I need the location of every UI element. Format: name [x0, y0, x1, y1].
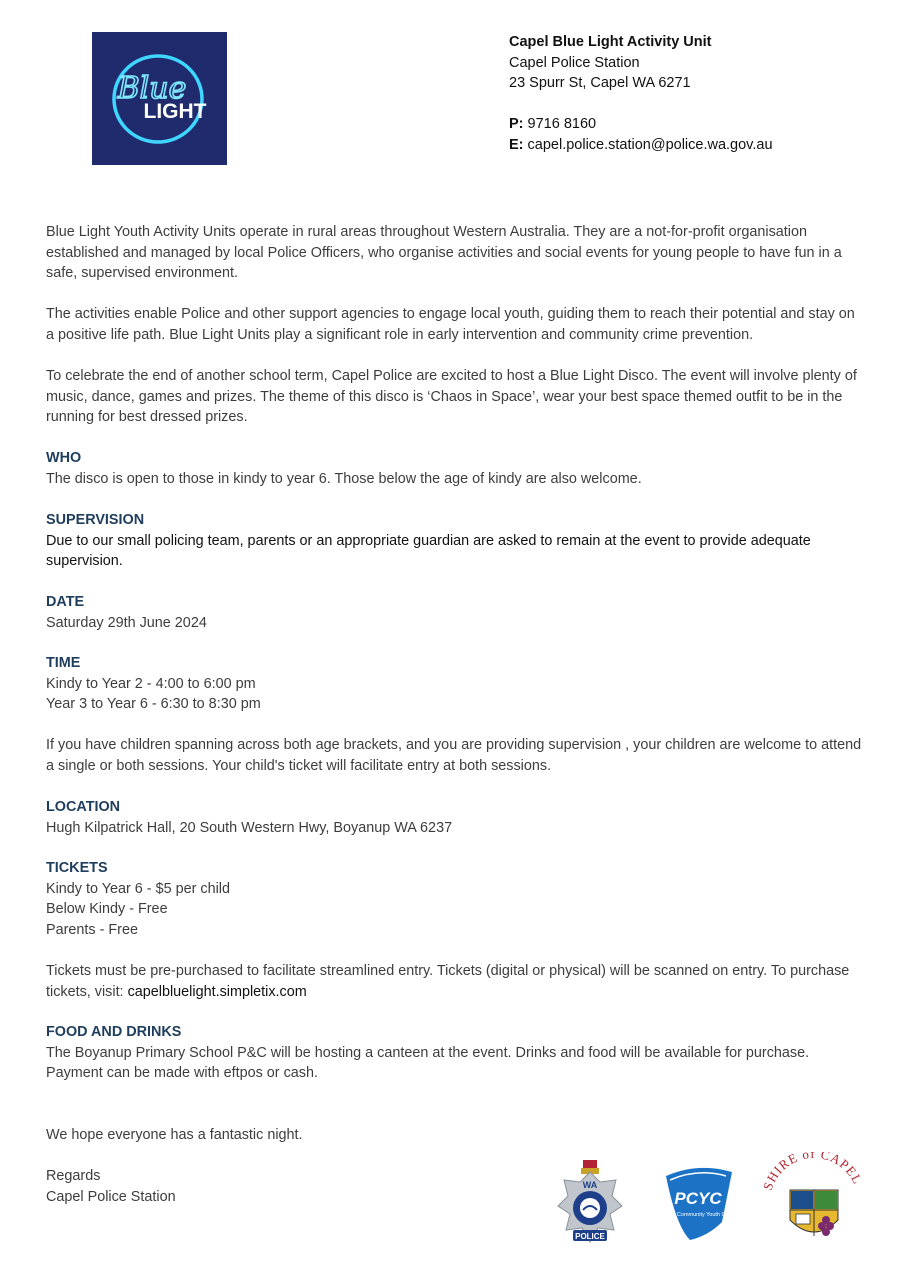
date-text: Saturday 29th June 2024: [46, 614, 207, 631]
food-heading: FOOD AND DRINKS: [46, 1024, 182, 1040]
tickets-section: [46, 858, 866, 940]
badge-wa-text: WA: [582, 1180, 598, 1190]
food-text: The Boyanup Primary School P&C will be hosting a canteen at the event. Drinks and food will be available for purchase. Payment can be made with eftpos or cash.: [46, 1044, 810, 1082]
ticket-link[interactable]: capelbluelight.simpletix.com: [127, 983, 307, 1000]
phone-number: 9716 8160: [527, 116, 597, 132]
logo-light-text: LIGHT: [143, 100, 207, 123]
ticket-price-2: Below Kindy - Free: [46, 901, 168, 918]
regards-text: Regards: [46, 1168, 101, 1184]
wa-police-badge: [556, 1158, 624, 1253]
intro-paragraph-1: Blue Light Youth Activity Units operate in rural areas throughout Western Australia. They are a not-for-profit organisation established and managed by local Police Officers, who organise activities and social events for young people to have fun in a safe, supervised environment.: [46, 224, 842, 282]
ticket-price-1: Kindy to Year 6 - $5 per child: [46, 880, 230, 897]
who-text: The disco is open to those in kindy to year 6. Those below the age of kindy are also welcome.: [46, 470, 642, 487]
logo-blue-text: Blue: [117, 71, 187, 106]
date-section: [46, 592, 866, 633]
shire-text: SHIRE of CAPEL: [760, 1152, 866, 1193]
time-session-1: Kindy to Year 2 - 4:00 to 6:00 pm: [46, 675, 256, 692]
food-section: [46, 1022, 866, 1084]
who-heading: WHO: [46, 450, 82, 466]
station-address: 23 Spurr St, Capel WA 6271: [509, 75, 691, 91]
tickets-heading: TICKETS: [46, 860, 108, 876]
supervision-text: Due to our small policing team, parents or an appropriate guardian are asked to remain at the event to provide adequate supervision.: [46, 532, 811, 570]
shire-of-capel-crest: [760, 1152, 868, 1251]
who-section: [46, 448, 866, 489]
time-session-2: Year 3 to Year 6 - 6:30 to 8:30 pm: [46, 696, 261, 713]
intro-paragraph-2: The activities enable Police and other support agencies to engage local youth, guiding them to reach their potential and stay on a positive life path. Blue Light Units play a significant role in early intervention and community crime prevention.: [46, 306, 855, 343]
email-line: E: capel.police.station@police.wa.gov.au: [509, 136, 773, 153]
date-heading: DATE: [46, 594, 85, 610]
ticket-price-3: Parents - Free: [46, 921, 138, 938]
supervision-section: [46, 510, 866, 572]
time-note: If you have children spanning across both age brackets, and you are providing supervision , your children are welcome to attend a single or both sessions. Your child's ticket will facilitate entry at both sessions.: [46, 737, 862, 774]
svg-text:SHIRE of CAPEL: [760, 1152, 866, 1192]
email-address[interactable]: capel.police.station@police.wa.gov.au: [527, 136, 773, 153]
station-name: Capel Police Station: [509, 54, 640, 71]
closing-hope: We hope everyone has a fantastic night.: [46, 1127, 303, 1143]
closing-signoff: [46, 1166, 346, 1207]
time-section: [46, 653, 866, 715]
supervision-heading: SUPERVISION: [46, 512, 145, 528]
pcyc-subtitle: Police & Community Youth Centres: [655, 1212, 741, 1218]
location-text: Hugh Kilpatrick Hall, 20 South Western Hwy, Boyanup WA 6237: [46, 819, 453, 836]
phone-line: P: 9716 8160: [509, 116, 597, 132]
time-heading: TIME: [46, 655, 81, 671]
pcyc-title: PCYC: [674, 1189, 722, 1208]
org-name: Capel Blue Light Activity Unit: [509, 34, 712, 50]
intro-paragraph-3: To celebrate the end of another school term, Capel Police are excited to host a Blue Light Disco. The event will involve plenty of music, dance, games and prizes. The theme of this disco is ‘Chaos in Space’, wear your best space themed outfit to be in the running for best dressed prizes.: [46, 368, 857, 426]
blue-light-logo: [92, 32, 227, 165]
location-heading: LOCATION: [46, 799, 121, 815]
location-section: [46, 797, 866, 838]
signoff-text: Capel Police Station: [46, 1188, 176, 1205]
badge-police-text: POLICE: [575, 1232, 605, 1241]
pcyc-logo: [655, 1162, 741, 1247]
tickets-note: Tickets must be pre-purchased to facilitate streamlined entry. Tickets (digital or physical) will be scanned on entry. To purchase tickets, visit: capelbluelight.simpletix.com: [46, 963, 850, 1000]
contact-block: [509, 32, 773, 155]
